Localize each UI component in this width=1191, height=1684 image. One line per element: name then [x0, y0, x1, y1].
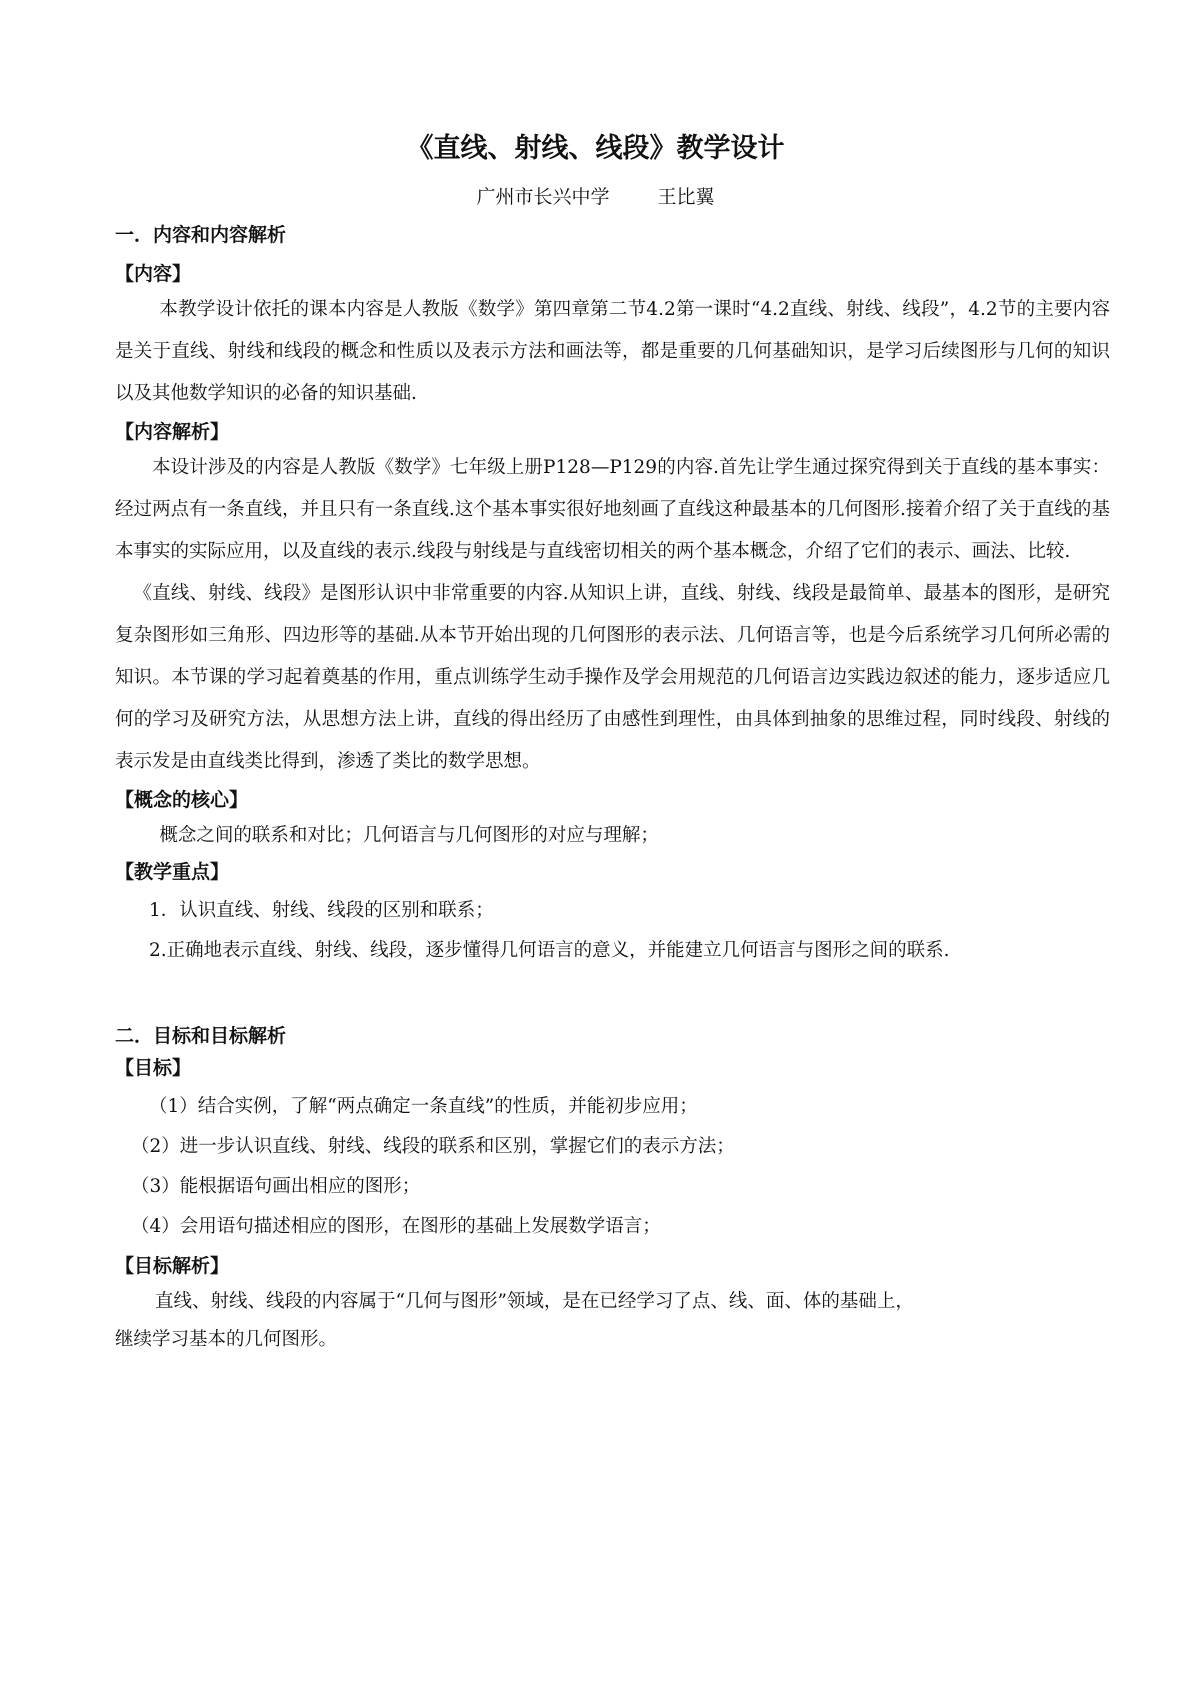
goals-label: 【目标】 [115, 1057, 192, 1079]
goal-1: （1）结合实例，了解“两点确定一条直线”的性质，并能初步应用； [149, 1096, 698, 1117]
core-text: 概念之间的联系和对比；几何语言与几何图形的对应与理解； [159, 825, 659, 846]
goal-analysis-line-2: 继续学习基本的几何图形。 [115, 1329, 338, 1350]
author-line [0, 184, 1191, 210]
author-name: 王比翼 [657, 186, 715, 208]
author-school: 广州市长兴中学 [476, 186, 610, 208]
goal-3: （3）能根据语句画出相应的图形； [131, 1176, 421, 1197]
document-title: 《直线、射线、线段》教学设计 [406, 133, 785, 164]
analysis-label: 【内容解析】 [115, 421, 230, 443]
content-text: 本教学设计依托的课本内容是人教版《数学》第四章第二节4.2第一课时“4.2直线、射线、线段”，4.2节的主要内容是关于直线、射线和线段的概念和性质以及表示方法和画法等，都是重要的几何基础知识，是学习后续图形与几何的知识以及其他数学知识的必备的知识基础. [115, 299, 1110, 404]
goal-analysis-line-1: 直线、射线、线段的内容属于“几何与图形”领域，是在已经学习了点、线、面、体的基础上， [155, 1291, 914, 1312]
key-point-1: 1．认识直线、射线、线段的区别和联系； [149, 900, 494, 921]
core-label: 【概念的核心】 [115, 789, 249, 811]
document-body [115, 222, 1110, 1359]
key-points-label: 【教学重点】 [115, 861, 230, 883]
section1-heading: 一．内容和内容解析 [115, 224, 287, 246]
goal-analysis-label: 【目标解析】 [115, 1255, 230, 1277]
content-label: 【内容】 [115, 263, 192, 285]
analysis-paragraph-2: 《直线、射线、线段》是图形认识中非常重要的内容.从知识上讲，直线、射线、线段是最简单、最基本的图形，是研究复杂图形如三角形、四边形等的基础.从本节开始出现的几何图形的表示法、几何语言等，也是今后系统学习几何所必需的知识。本节课的学习起着奠基的作用，重点训练学生动手操作及学会用规范的几何语言边实践边叙述的能力，逐步适应几何的学习及研究方法，从思想方法上讲，直线的得出经历了由感性到理性，由具体到抽象的思维过程，同时线段、射线的表示发是由直线类比得到，渗透了类比的数学思想。 [115, 583, 1110, 772]
key-point-2: 2.正确地表示直线、射线、线段，逐步懂得几何语言的意义，并能建立几何语言与图形之间的联系. [149, 940, 950, 961]
goal-2: （2）进一步认识直线、射线、线段的联系和区别，掌握它们的表示方法； [131, 1136, 735, 1157]
goal-4: （4）会用语句描述相应的图形，在图形的基础上发展数学语言； [131, 1216, 661, 1237]
section2-heading: 二．目标和目标解析 [115, 1025, 287, 1047]
analysis-paragraph-1: 本设计涉及的内容是人教版《数学》七年级上册P128—P129的内容.首先让学生通过探究得到关于直线的基本事实：经过两点有一条直线，并且只有一条直线.这个基本事实很好地刻画了直线这种最基本的几何图形.接着介绍了关于直线的基本事实的实际应用，以及直线的表示.线段与射线是与直线密切相关的两个基本概念，介绍了它们的表示、画法、比较. [115, 457, 1110, 562]
